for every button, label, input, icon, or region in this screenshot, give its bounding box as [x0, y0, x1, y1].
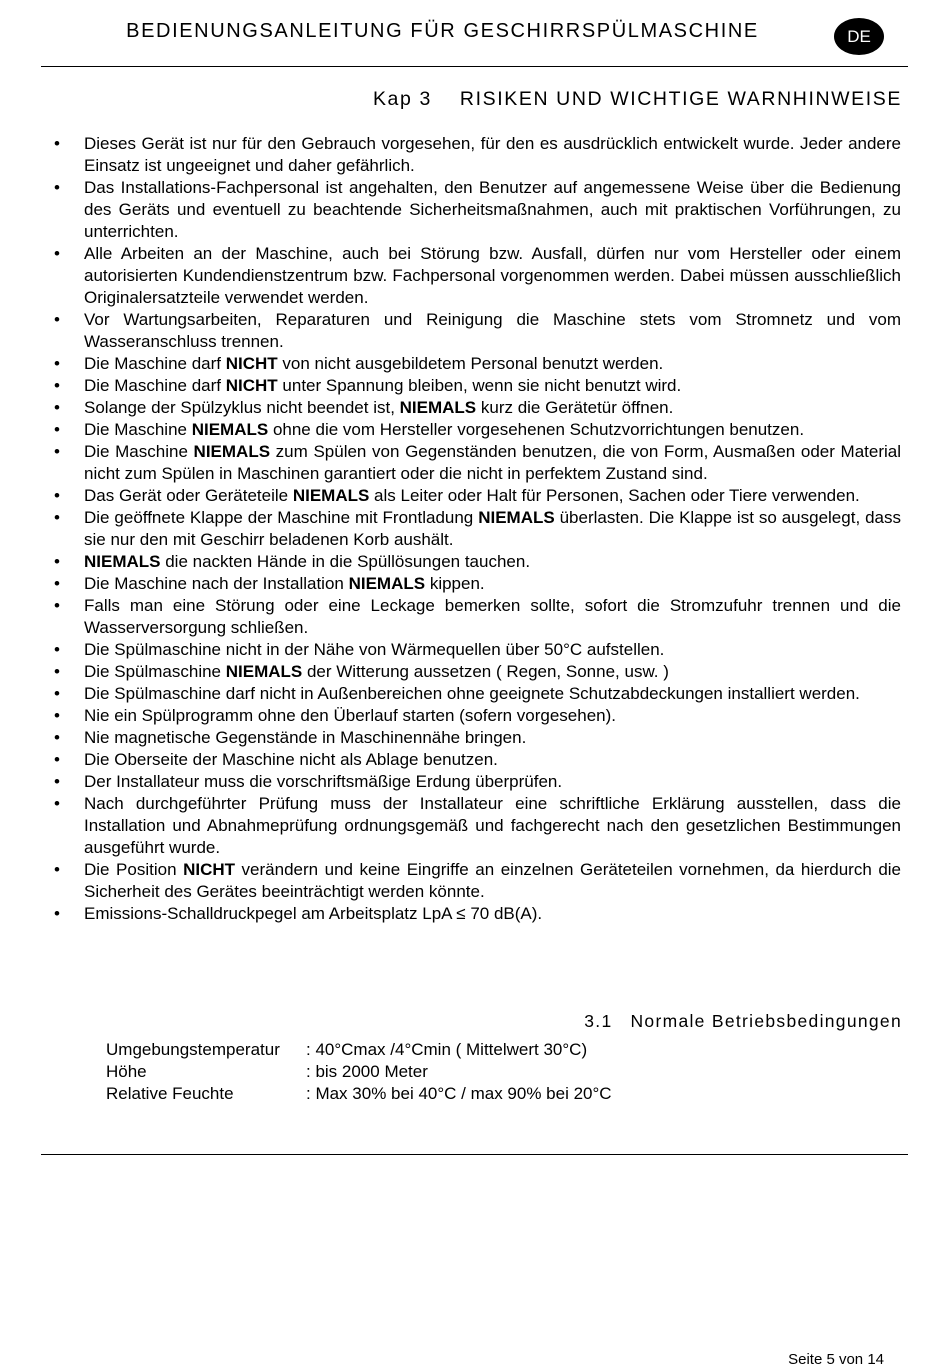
page-number: Seite 5 von 14 [788, 1351, 884, 1368]
risk-text: von nicht ausgebildetem Personal benutzt werden. [277, 354, 664, 373]
risk-text: Alle Arbeiten an der Maschine, auch bei Störung bzw. Ausfall, dürfen nur vom Hersteller oder einem autorisierten Kundendienstzentrum bzw. Fachpersonal vorgenommen werden. Dabei müssen ausschließlich Originalersatzteile verwendet werden. [84, 244, 901, 307]
emphasis-text: NICHT [183, 860, 236, 879]
emphasis-text: NICHT [225, 354, 278, 373]
risk-text: Vor Wartungsarbeiten, Reparaturen und Reinigung die Maschine stets vom Stromnetz und vom Wasseranschluss trennen. [84, 310, 901, 351]
risk-item [41, 771, 901, 793]
operating-conditions-table [106, 1039, 612, 1105]
risk-text: Die geöffnete Klappe der Maschine mit Frontladung [84, 508, 479, 527]
risk-list [41, 133, 901, 925]
risk-item [41, 353, 901, 375]
risk-text: Das Gerät oder Geräteteile [84, 486, 293, 505]
risk-item [41, 573, 901, 595]
condition-key: Umgebungstemperatur [106, 1040, 280, 1059]
risk-item [41, 133, 901, 177]
risk-item [41, 507, 901, 551]
risk-text: Die Position [84, 860, 184, 879]
risk-item [41, 639, 901, 661]
risk-text: kurz die Gerätetür öffnen. [476, 398, 674, 417]
section-title: Normale Betriebsbedingungen [630, 1011, 902, 1031]
risk-item [41, 309, 901, 353]
risk-text: kippen. [425, 574, 485, 593]
emphasis-text: NIEMALS [292, 486, 370, 505]
risk-item [41, 683, 901, 705]
risk-text: Die Maschine darf [84, 354, 226, 373]
condition-value: : bis 2000 Meter [306, 1062, 428, 1081]
risk-text: Emissions-Schalldruckpegel am Arbeitsplatz LpA ≤ 70 dB(A). [84, 904, 543, 923]
risk-text: Der Installateur muss die vorschriftsmäßige Erdung überprüfen. [84, 772, 563, 791]
risk-text: als Leiter oder Halt für Personen, Sachen oder Tiere verwenden. [369, 486, 860, 505]
risk-text: der Witterung aussetzen ( Regen, Sonne, usw. ) [302, 662, 669, 681]
risk-text: zum Spülen von Gegenständen benutzen, die von Form, Ausmaßen oder Material nicht zum Spülen in Maschinen garantiert oder die nicht in perfektem Zustand sind. [84, 442, 901, 483]
chapter-number: Kap 3 [372, 88, 432, 110]
chapter-title: RISIKEN UND WICHTIGE WARNHINWEISE [459, 88, 902, 110]
emphasis-text: NIEMALS [399, 398, 477, 417]
risk-text: Nie magnetische Gegenstände in Maschinennähe bringen. [84, 728, 527, 747]
risk-item [41, 243, 901, 309]
section-number: 3.1 [584, 1011, 613, 1031]
document-title: BEDIENUNGSANLEITUNG FÜR GESCHIRRSPÜLMASCHINE [126, 20, 759, 42]
risk-text: unter Spannung bleiben, wenn sie nicht benutzt wird. [277, 376, 682, 395]
risk-text: Die Maschine [84, 420, 192, 439]
emphasis-text: NIEMALS [191, 420, 269, 439]
chapter-heading [373, 88, 902, 111]
risk-text: Die Maschine [84, 442, 194, 461]
emphasis-text: NIEMALS [84, 552, 161, 571]
emphasis-text: NIEMALS [193, 442, 271, 461]
risk-item [41, 749, 901, 771]
language-badge: DE [834, 18, 884, 55]
risk-text: Solange der Spülzyklus nicht beendet ist, [84, 398, 400, 417]
risk-item [41, 595, 901, 639]
risk-item [41, 485, 901, 507]
risk-text: Die Spülmaschine nicht in der Nähe von Wärmequellen über 50°C aufstellen. [84, 640, 665, 659]
risk-item [41, 551, 901, 573]
condition-value: : 40°Cmax /4°Cmin ( Mittelwert 30°C) [306, 1040, 588, 1059]
risk-text: Nie ein Spülprogramm ohne den Überlauf starten (sofern vorgesehen). [84, 706, 617, 725]
risk-text: Die Oberseite der Maschine nicht als Ablage benutzen. [84, 750, 498, 769]
risk-item [41, 375, 901, 397]
condition-key: Höhe [106, 1062, 147, 1081]
risk-item [41, 419, 901, 441]
risk-item [41, 397, 901, 419]
risk-text: die nackten Hände in die Spüllösungen tauchen. [160, 552, 531, 571]
risk-item [41, 441, 901, 485]
footer-divider [41, 1154, 908, 1155]
condition-key: Relative Feuchte [106, 1084, 234, 1103]
emphasis-text: NIEMALS [478, 508, 555, 527]
risk-text: Dieses Gerät ist nur für den Gebrauch vorgesehen, für den es ausdrücklich entwickelt wurde. Jeder andere Einsatz ist ungeeignet und daher gefährlich. [84, 134, 901, 175]
risk-item [41, 859, 901, 903]
risk-text: Nach durchgeführter Prüfung muss der Installateur eine schriftliche Erklärung ausstellen, dass die Installation und Abnahmeprüfung ordnungsgemäß und fachgerecht nach den gesetzlichen Bestimmungen ausgeführt wurde. [84, 794, 901, 857]
risk-text: verändern und keine Eingriffe an einzelnen Geräteteilen vornehmen, da hierdurch die Sicherheit des Gerätes beeinträchtigt werden könnte. [84, 860, 902, 901]
risk-text: ohne die vom Hersteller vorgesehenen Schutzvorrichtungen benutzen. [268, 420, 805, 439]
condition-row [106, 1083, 612, 1105]
risk-text: Die Maschine darf [84, 376, 226, 395]
risk-text: Das Installations-Fachpersonal ist angehalten, den Benutzer auf angemessene Weise über die Bedienung des Geräts und eventuell zu beachtende Sicherheitsmaßnahmen, auch mit praktischen Vorführungen, zu unterrichten. [84, 178, 901, 241]
section-heading [584, 1011, 902, 1032]
risk-item [41, 727, 901, 749]
risk-text: Falls man eine Störung oder eine Leckage bemerken sollte, sofort die Stromzufuhr trennen und die Wasserversorgung schließen. [84, 596, 901, 637]
risk-text: überlasten. Die Klappe ist so ausgelegt, dass sie nur den mit Geschirr beladenen Korb aushält. [84, 508, 901, 549]
risk-text: Die Spülmaschine darf nicht in Außenbereichen ohne geeignete Schutzabdeckungen installiert werden. [84, 684, 860, 703]
risk-item [41, 793, 901, 859]
emphasis-text: NICHT [225, 376, 278, 395]
risk-item [41, 903, 901, 925]
emphasis-text: NIEMALS [225, 662, 303, 681]
risk-item [41, 177, 901, 243]
header-divider [41, 66, 908, 67]
condition-row [106, 1061, 612, 1083]
risk-item [41, 661, 901, 683]
risk-item [41, 705, 901, 727]
emphasis-text: NIEMALS [348, 574, 426, 593]
condition-row [106, 1039, 612, 1061]
condition-value: : Max 30% bei 40°C / max 90% bei 20°C [306, 1084, 612, 1103]
risk-text: Die Maschine nach der Installation [84, 574, 349, 593]
risk-text: Die Spülmaschine [84, 662, 226, 681]
